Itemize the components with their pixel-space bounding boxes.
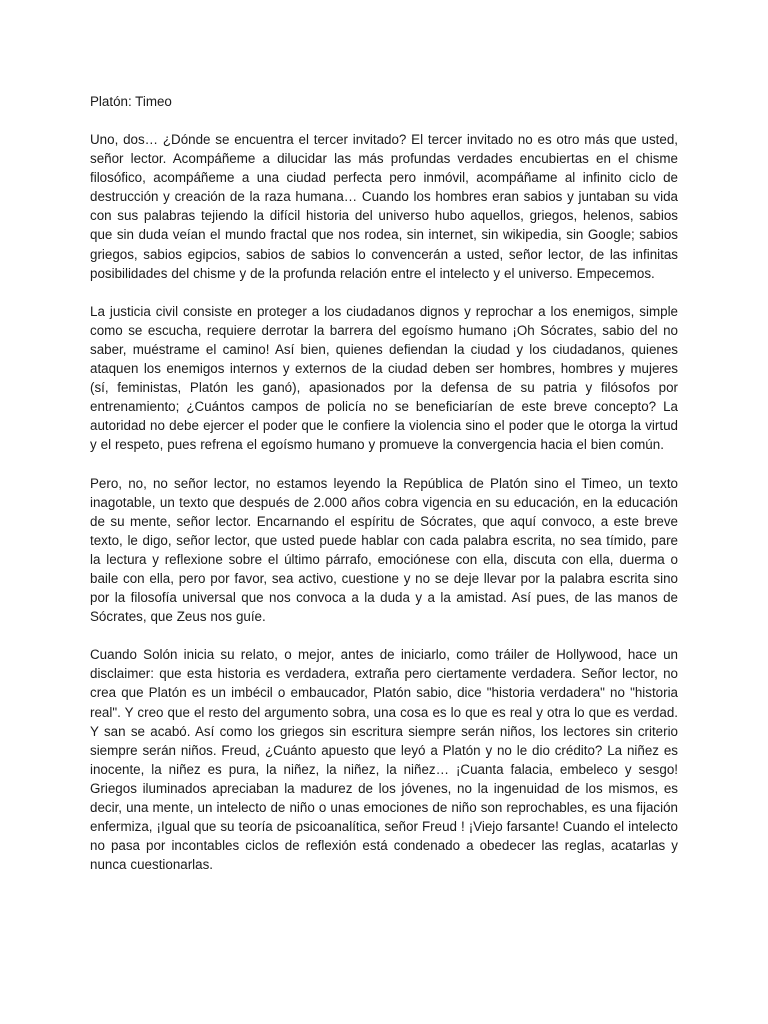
paragraph-1: Uno, dos… ¿Dónde se encuentra el tercer invitado? El tercer invitado no es otro más que usted, señor lector. Acompáñeme a dilucidar las más profundas verdades encubiertas en el chisme filosófico, acompáñeme a una ciudad perfecta pero inmóvil, acompáñame al infinito ciclo de destrucción y creación de la raza humana… Cuando los hombres eran sabios y juntaban su vida con sus palabras tejiendo la difícil historia del universo hubo aquellos, griegos, helenos, sabios que sin duda veían el mundo fractal que nos rodea, sin internet, sin wikipedia, sin Google; sabios griegos, sabios egipcios, sabios de sabios lo convencerán a usted, señor lector, de las infinitas posibilidades del chisme y de la profunda relación entre el intelecto y el universo. Empecemos. <box>90 132 678 281</box>
paragraph-4: Cuando Solón inicia su relato, o mejor, antes de iniciarlo, como tráiler de Hollywood, hace un disclaimer: que esta historia es verdadera, extraña pero ciertamente verdadera. Señor lector, no crea que Platón es un imbécil o embaucador, Platón sabio, dice "historia verdadera" no "historia real". Y creo que el resto del argumento sobra, una cosa es lo que es real y otra lo que es verdad. Y san se acabó. Así como los griegos sin escritura siempre serán niños, los lectores sin criterio siempre serán niños. Freud, ¿Cuánto apuesto que leyó a Platón y no le dio crédito? La niñez es inocente, la niñez es pura, la niñez, la niñez, la niñez… ¡Cuanta falacia, embeleco y sesgo! Griegos iluminados apreciaban la madurez de los jóvenes, no la ingenuidad de los mismos, es decir, una mente, un intelecto de niño o unas emociones de niño son reprochables, es una fijación enfermiza, ¡Igual que su teoría de psicoanalítica, señor Freud ! ¡Viejo farsante! Cuando el intelecto no pasa por incontables ciclos de reflexión está condenado a obedecer las reglas, acatarlas y nunca cuestionarlas. <box>90 647 678 873</box>
document-body <box>90 130 678 874</box>
document-title: Platón: Timeo <box>90 94 172 109</box>
paragraph-3: Pero, no, no señor lector, no estamos leyendo la República de Platón sino el Timeo, un texto inagotable, un texto que después de 2.000 años cobra vigencia en su educación, en la educación de su mente, señor lector. Encarnando el espíritu de Sócrates, que aquí convoco, a este breve texto, le digo, señor lector, que usted puede hablar con cada palabra escrita, no sea tímido, pare la lectura y reflexione sobre el último párrafo, emociónese con ella, discuta con ella, duerma o baile con ella, pero por favor, sea activo, cuestione y no se deje llevar por la palabra escrita sino por la filosofía universal que nos convoca a la duda y a la amistad. Así pues, de las manos de Sócrates, que Zeus nos guíe. <box>90 475 678 625</box>
paragraph-2: La justicia civil consiste en proteger a los ciudadanos dignos y reprochar a los enemigos, simple como se escucha, requiere derrotar la barrera del egoísmo humano ¡Oh Sócrates, sabio del no saber, muéstrame el camino! Así bien, quienes defiendan la ciudad y los ciudadanos, quienes ataquen los enemigos internos y externos de la ciudad deben ser hombres, hombres y mujeres (sí, feministas, Platón les ganó), apasionados por la defensa de su patria y filósofos por entrenamiento; ¿Cuántos campos de policía no se beneficiarían de este breve concepto? La autoridad no debe ejercer el poder que le confiere la violencia sino el poder que le otorga la virtud y el respeto, pues refrena el egoísmo humano y promueve la convergencia hacia el bien común. <box>90 303 678 453</box>
